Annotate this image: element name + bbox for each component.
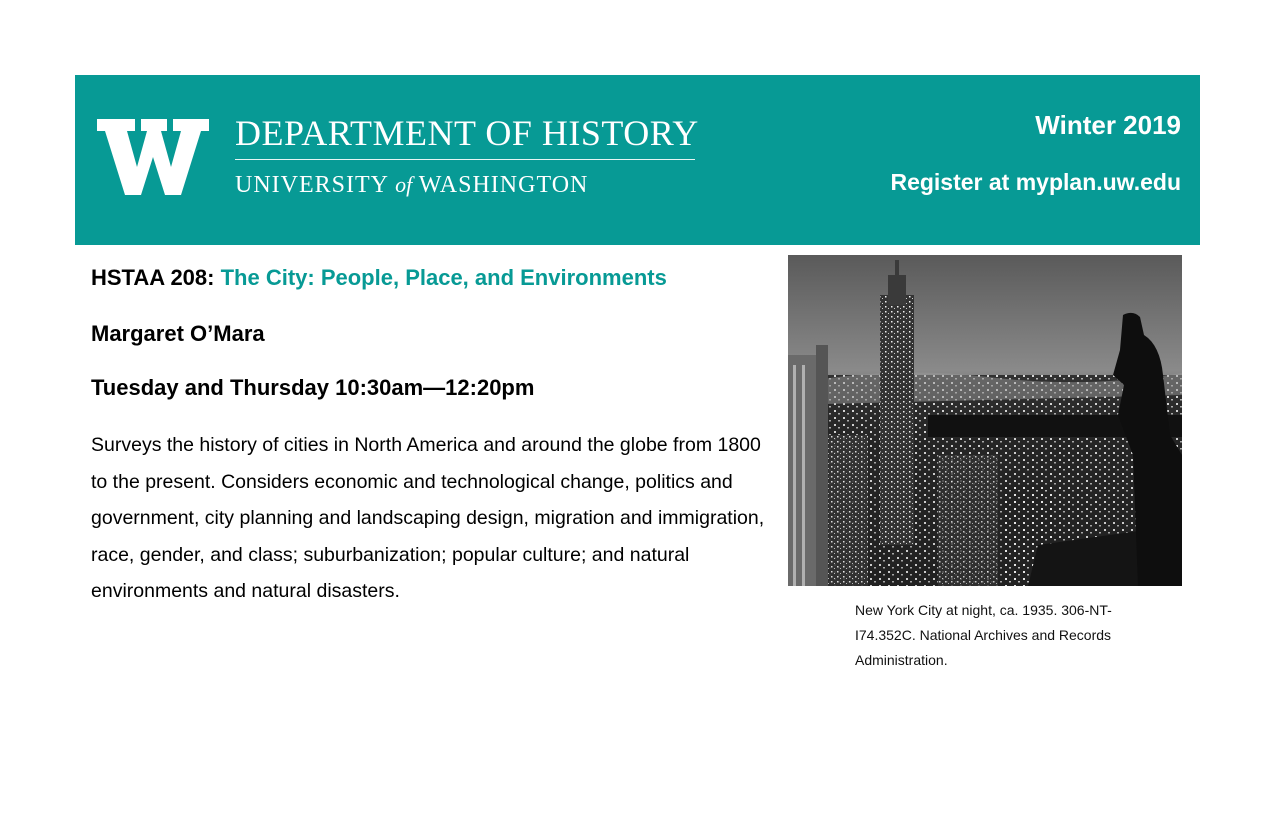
course-description: Surveys the history of cities in North America and around the globe from 1800 to the present. Considers economic and technological change, politics and government, city planning and landscaping design, migration and immigration, race, gender, and class; suburbanization; popular culture; and natural environments and natural disasters. <box>91 434 765 602</box>
university-name <box>235 171 588 199</box>
term-label: Winter 2019 <box>1035 110 1181 140</box>
department-name: DEPARTMENT OF HISTORY <box>235 113 699 153</box>
course-heading <box>91 265 667 291</box>
title-divider <box>235 159 695 160</box>
university-of: of <box>395 172 413 197</box>
course-schedule: Tuesday and Thursday 10:30am—12:20pm <box>91 375 535 400</box>
instructor-name: Margaret O’Mara <box>91 321 265 346</box>
logo-letter: W <box>95 117 96 118</box>
header-banner <box>75 75 1200 245</box>
photo-caption: New York City at night, ca. 1935. 306-NT-I74.352C. National Archives and Records Administration. <box>855 602 1112 668</box>
course-title: The City: People, Place, and Environments <box>220 265 667 290</box>
university-pre: UNIVERSITY <box>235 172 396 198</box>
city-night-photo <box>788 255 1182 586</box>
course-code: HSTAA 208: <box>91 265 215 290</box>
uw-w-logo <box>95 117 211 197</box>
university-post: WASHINGTON <box>412 172 589 198</box>
register-link[interactable]: Register at myplan.uw.edu <box>890 169 1181 195</box>
